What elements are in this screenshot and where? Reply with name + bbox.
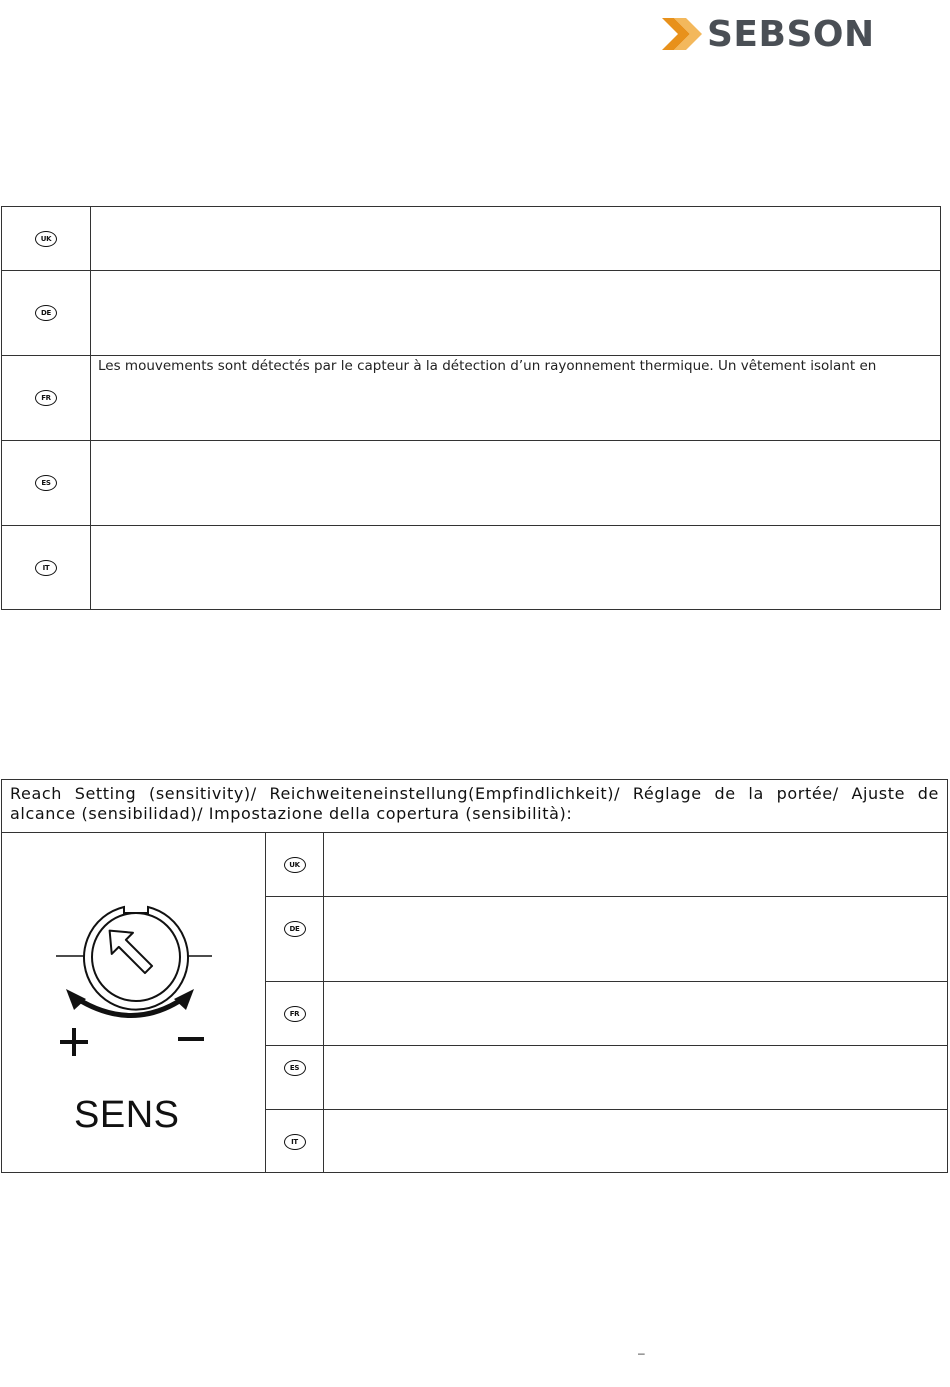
- sens-label: SENS: [74, 1094, 180, 1136]
- uk-flag-icon: UK: [35, 231, 57, 247]
- flag-cell: [2, 356, 91, 440]
- flag-cell: [266, 897, 324, 981]
- table-row: [266, 897, 947, 982]
- flag-cell: [266, 833, 324, 896]
- fr-flag-icon: FR: [284, 1006, 306, 1022]
- flag-cell: [2, 526, 91, 609]
- flag-cell: [266, 1046, 324, 1109]
- table-row: [2, 356, 940, 441]
- table-row: [266, 1046, 947, 1110]
- flag-cell: [266, 1110, 324, 1172]
- it-flag-icon: IT: [35, 560, 57, 576]
- table-row: [2, 441, 940, 526]
- row-text: Les mouvements sont détectés par le capteur à la détection d’un rayonnement thermique. Un vêtement isolant en: [98, 358, 877, 374]
- table-row: [266, 833, 947, 897]
- flag-cell: [2, 207, 91, 270]
- table-row: [2, 271, 940, 356]
- de-flag-icon: DE: [35, 305, 57, 321]
- flag-cell: [2, 441, 91, 525]
- es-flag-icon: ES: [284, 1060, 306, 1076]
- table-row: [266, 1110, 947, 1172]
- chevron-logo-icon: [660, 14, 706, 54]
- it-flag-icon: IT: [284, 1134, 306, 1150]
- flag-cell: [2, 271, 91, 355]
- detection-table: [1, 206, 941, 610]
- es-flag-icon: ES: [35, 475, 57, 491]
- flag-cell: [266, 982, 324, 1045]
- reach-setting-table: [1, 779, 948, 1173]
- uk-flag-icon: UK: [284, 857, 306, 873]
- table-row: [266, 982, 947, 1046]
- brand-name: SEBSON: [707, 14, 875, 55]
- reach-setting-header: Reach Setting (sensitivity)/ Reichweiteneinstellung(Empfindlichkeit)/ Réglage de la portée/ Ajuste de alcance (sensibilidad)/ Impostazione della copertura (sensibilità):: [2, 780, 947, 833]
- sensitivity-figure: [2, 833, 266, 1172]
- de-flag-icon: DE: [284, 921, 306, 937]
- table-row: [2, 207, 940, 271]
- fr-flag-icon: FR: [35, 390, 57, 406]
- page-mark: –: [638, 1346, 645, 1360]
- table-row: [2, 526, 940, 609]
- brand-logo: [660, 14, 880, 58]
